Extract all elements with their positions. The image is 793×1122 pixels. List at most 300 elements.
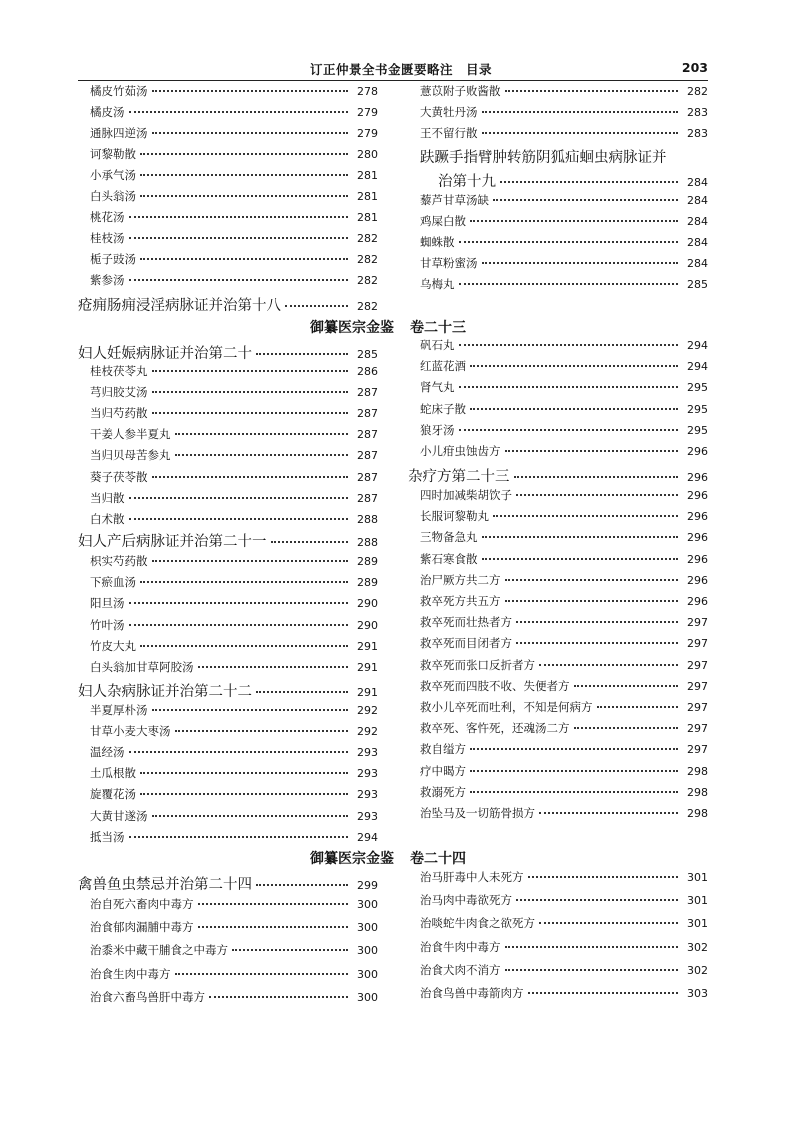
dot-leader bbox=[505, 450, 679, 452]
dot-leader bbox=[152, 476, 349, 478]
entry-page-number: 285 bbox=[687, 278, 708, 291]
toc-entry bbox=[420, 720, 708, 736]
entry-page-number: 298 bbox=[687, 764, 708, 778]
dot-leader bbox=[140, 174, 348, 176]
entry-page-number: 281 bbox=[357, 211, 378, 224]
dot-leader bbox=[459, 429, 679, 431]
dot-leader bbox=[129, 751, 349, 753]
entry-title: 治马肉中毒欲死方 bbox=[420, 893, 512, 908]
entry-title: 桂枝汤 bbox=[90, 231, 125, 245]
dot-leader bbox=[516, 621, 678, 623]
entry-page-number: 297 bbox=[687, 701, 708, 714]
entry-title: 治啖蛇牛肉食之欲死方 bbox=[420, 916, 535, 931]
entry-title: 治食牛肉中毒方 bbox=[420, 939, 501, 954]
dot-leader bbox=[152, 132, 349, 134]
dot-leader bbox=[597, 706, 679, 708]
entry-title: 温经汤 bbox=[90, 745, 125, 760]
toc-entry bbox=[420, 529, 708, 545]
dot-leader bbox=[129, 602, 349, 604]
entry-page-number: 300 bbox=[357, 967, 378, 981]
toc-entry bbox=[420, 784, 708, 800]
dot-leader bbox=[140, 258, 348, 260]
toc-entry bbox=[420, 422, 708, 438]
entry-title: 桂枝茯苓丸 bbox=[90, 364, 148, 378]
dot-leader bbox=[539, 664, 678, 666]
toc-entry bbox=[420, 593, 708, 609]
toc-entry bbox=[90, 786, 378, 802]
entry-page-number: 296 bbox=[687, 471, 708, 484]
entry-title: 疮痈肠痈浸淫病脉证并治第十八 bbox=[78, 298, 281, 314]
toc-entry bbox=[90, 469, 378, 485]
dot-leader bbox=[175, 433, 349, 435]
entry-page-number: 282 bbox=[687, 85, 708, 98]
entry-page-number: 297 bbox=[687, 722, 708, 736]
entry-title: 乌梅丸 bbox=[420, 277, 455, 291]
entry-page-number: 281 bbox=[357, 190, 378, 203]
entry-title: 肾气丸 bbox=[420, 380, 455, 395]
entry-title: 葵子茯苓散 bbox=[90, 469, 148, 484]
entry-page-number: 300 bbox=[357, 944, 378, 958]
dot-leader bbox=[140, 793, 348, 795]
toc-entry bbox=[420, 572, 708, 588]
entry-title: 大黄牡丹汤 bbox=[420, 105, 478, 119]
entry-title: 旋覆花汤 bbox=[90, 787, 136, 802]
entry-page-number: 292 bbox=[357, 704, 378, 717]
dot-leader bbox=[470, 748, 678, 750]
toc-entry bbox=[90, 744, 378, 760]
toc-entry bbox=[420, 213, 708, 229]
entry-page-number: 284 bbox=[687, 215, 708, 228]
entry-title: 四时加减柴胡饮子 bbox=[420, 488, 512, 502]
entry-page-number: 287 bbox=[357, 407, 378, 421]
dot-leader bbox=[198, 926, 349, 928]
toc-entry bbox=[90, 808, 378, 824]
toc-entry bbox=[90, 574, 378, 590]
entry-page-number: 299 bbox=[357, 879, 378, 892]
toc-entry bbox=[420, 337, 708, 353]
toc-entry bbox=[420, 192, 708, 208]
entry-page-number: 294 bbox=[357, 830, 378, 844]
toc-entry bbox=[420, 443, 708, 459]
entry-title: 救溺死方 bbox=[420, 784, 466, 799]
entry-page-number: 292 bbox=[357, 725, 378, 739]
entry-page-number: 300 bbox=[357, 921, 378, 935]
entry-title: 当归贝母苦参丸 bbox=[90, 448, 171, 463]
entry-title: 救卒死方共五方 bbox=[420, 594, 501, 608]
entry-page-number: 301 bbox=[687, 917, 708, 931]
toc-entry bbox=[420, 125, 708, 141]
entry-title: 抵当汤 bbox=[90, 829, 125, 844]
dot-leader bbox=[505, 946, 679, 948]
toc-entry bbox=[90, 447, 378, 463]
dot-leader bbox=[140, 153, 348, 155]
volume-series: 御纂医宗金鉴 bbox=[310, 320, 394, 336]
volume-number: 卷二十四 bbox=[410, 851, 466, 867]
dot-leader bbox=[129, 279, 349, 281]
dot-leader bbox=[528, 992, 679, 994]
entry-title: 治自死六畜肉中毒方 bbox=[90, 897, 194, 911]
entry-page-number: 290 bbox=[357, 597, 378, 611]
toc-entry bbox=[90, 511, 378, 527]
entry-title: 治食犬肉不消方 bbox=[420, 962, 501, 977]
entry-page-number: 294 bbox=[687, 360, 708, 374]
dot-leader bbox=[482, 558, 679, 560]
entry-page-number: 291 bbox=[357, 639, 378, 653]
entry-title: 禽兽鱼虫禁忌并治第二十四 bbox=[78, 877, 252, 893]
entry-page-number: 296 bbox=[687, 510, 708, 524]
entry-page-number: 282 bbox=[357, 300, 378, 313]
entry-page-number: 302 bbox=[687, 940, 708, 954]
entry-title: 白术散 bbox=[90, 511, 125, 526]
entry-title: 桃花汤 bbox=[90, 210, 125, 224]
entry-page-number: 282 bbox=[357, 253, 378, 266]
entry-page-number: 286 bbox=[357, 365, 378, 378]
toc-entry bbox=[420, 358, 708, 374]
dot-leader bbox=[482, 536, 679, 538]
page-number: 203 bbox=[681, 60, 708, 75]
toc-entry bbox=[420, 985, 708, 1001]
toc-entry bbox=[90, 363, 378, 379]
entry-title: 栀子豉汤 bbox=[90, 252, 136, 266]
entry-title: 三物备急丸 bbox=[420, 530, 478, 545]
toc-entry bbox=[90, 104, 378, 120]
toc-entry bbox=[420, 234, 708, 250]
entry-page-number: 293 bbox=[357, 809, 378, 823]
dot-leader bbox=[140, 581, 348, 583]
volume-number: 卷二十三 bbox=[410, 320, 466, 336]
entry-page-number: 295 bbox=[687, 381, 708, 395]
dot-leader bbox=[152, 370, 349, 372]
toc-entry bbox=[90, 230, 378, 246]
dot-leader bbox=[459, 241, 679, 243]
entry-title: 阳旦汤 bbox=[90, 596, 125, 611]
entry-page-number: 287 bbox=[357, 470, 378, 484]
entry-page-number: 282 bbox=[357, 232, 378, 245]
entry-title: 当归散 bbox=[90, 490, 125, 505]
entry-page-number: 287 bbox=[357, 386, 378, 400]
entry-title: 甘草粉蜜汤 bbox=[420, 256, 478, 270]
toc-entry bbox=[420, 83, 708, 99]
toc-entry bbox=[90, 702, 378, 718]
entry-page-number: 303 bbox=[687, 987, 708, 1000]
entry-page-number: 300 bbox=[357, 990, 378, 1004]
dot-leader bbox=[129, 216, 349, 218]
toc-entry bbox=[420, 962, 708, 978]
entry-title: 治食郁肉漏脯中毒方 bbox=[90, 920, 194, 935]
toc-entry bbox=[90, 595, 378, 611]
entry-page-number: 287 bbox=[357, 428, 378, 442]
dot-leader bbox=[505, 969, 679, 971]
entry-title: 矾石丸 bbox=[420, 338, 455, 352]
page-header bbox=[78, 58, 708, 81]
toc-entry bbox=[90, 765, 378, 781]
entry-page-number: 298 bbox=[687, 785, 708, 799]
toc-entry bbox=[90, 405, 378, 421]
entry-title: 王不留行散 bbox=[420, 126, 478, 140]
dot-leader bbox=[152, 391, 349, 393]
entry-page-number: 282 bbox=[357, 274, 378, 287]
entry-title: 治食鸟兽中毒箭肉方 bbox=[420, 986, 524, 1000]
entry-title: 治马肝毒中人未死方 bbox=[420, 870, 524, 884]
dot-leader bbox=[129, 624, 349, 626]
entry-page-number: 297 bbox=[687, 616, 708, 630]
entry-page-number: 298 bbox=[687, 807, 708, 820]
toc-entry bbox=[90, 919, 378, 935]
entry-title: 鸡屎白散 bbox=[420, 214, 466, 228]
toc-entry bbox=[90, 617, 378, 633]
toc-entry bbox=[90, 146, 378, 162]
entry-title: 救卒死而目闭者方 bbox=[420, 636, 512, 651]
toc-chapter-entry bbox=[78, 530, 378, 551]
entry-title: 当归芍药散 bbox=[90, 406, 148, 421]
dot-leader bbox=[470, 770, 678, 772]
dot-leader bbox=[129, 497, 349, 499]
dot-leader bbox=[482, 132, 679, 134]
toc-entry bbox=[90, 426, 378, 442]
dot-leader bbox=[271, 541, 349, 543]
toc-entry bbox=[420, 276, 708, 292]
toc-entry bbox=[90, 942, 378, 958]
entry-page-number: 288 bbox=[357, 512, 378, 526]
dot-leader bbox=[285, 305, 348, 307]
toc-entry bbox=[420, 869, 708, 885]
entry-page-number: 296 bbox=[687, 595, 708, 608]
dot-leader bbox=[140, 645, 348, 647]
dot-leader bbox=[129, 111, 349, 113]
entry-title: 治食生肉中毒方 bbox=[90, 966, 171, 981]
dot-leader bbox=[232, 949, 348, 951]
toc-entry bbox=[420, 939, 708, 955]
dot-leader bbox=[482, 111, 679, 113]
dot-leader bbox=[256, 353, 348, 355]
dot-leader bbox=[493, 515, 678, 517]
entry-title: 藜芦甘草汤缺 bbox=[420, 193, 489, 207]
dot-leader bbox=[140, 772, 348, 774]
entry-page-number: 288 bbox=[357, 536, 378, 549]
entry-title: 治黍米中藏干脯食之中毒方 bbox=[90, 943, 228, 958]
volume-series: 御纂医宗金鉴 bbox=[310, 851, 394, 867]
entry-title: 枳实芍药散 bbox=[90, 554, 148, 568]
entry-page-number: 293 bbox=[357, 746, 378, 760]
dot-leader bbox=[175, 730, 349, 732]
dot-leader bbox=[459, 386, 679, 388]
entry-page-number: 297 bbox=[687, 679, 708, 693]
entry-title: 救卒死而壮热者方 bbox=[420, 615, 512, 630]
entry-title: 妇人妊娠病脉证并治第二十 bbox=[78, 346, 252, 362]
dot-leader bbox=[152, 560, 349, 562]
entry-title: 下瘀血汤 bbox=[90, 575, 136, 590]
volume-heading bbox=[310, 317, 466, 337]
entry-title: 治坠马及一切筋骨损方 bbox=[420, 806, 535, 820]
dot-leader bbox=[470, 791, 678, 793]
dot-leader bbox=[516, 899, 678, 901]
entry-page-number: 284 bbox=[687, 176, 708, 189]
toc-entry bbox=[420, 379, 708, 395]
toc-entry bbox=[90, 272, 378, 288]
entry-title: 妇人杂病脉证并治第二十二 bbox=[78, 684, 252, 700]
entry-title: 白头翁加甘草阿胶汤 bbox=[90, 660, 194, 674]
dot-leader bbox=[129, 518, 349, 520]
entry-page-number: 296 bbox=[687, 552, 708, 566]
entry-title: 芎归胶艾汤 bbox=[90, 385, 148, 400]
dot-leader bbox=[516, 494, 678, 496]
entry-page-number: 281 bbox=[357, 169, 378, 182]
entry-title: 蛇床子散 bbox=[420, 401, 466, 416]
entry-page-number: 296 bbox=[687, 445, 708, 458]
entry-title: 妇人产后病脉证并治第二十一 bbox=[78, 534, 267, 550]
dot-leader bbox=[514, 476, 679, 478]
running-title: 订正仲景全书金匮要略注 目录 bbox=[310, 62, 493, 77]
entry-page-number: 297 bbox=[687, 637, 708, 651]
dot-leader bbox=[198, 903, 349, 905]
dot-leader bbox=[256, 884, 348, 886]
entry-title: 半夏厚朴汤 bbox=[90, 703, 148, 717]
toc-entry bbox=[420, 763, 708, 779]
entry-page-number: 290 bbox=[357, 618, 378, 632]
entry-page-number: 291 bbox=[357, 686, 378, 699]
entry-page-number: 279 bbox=[357, 127, 378, 140]
toc-entry bbox=[90, 723, 378, 739]
entry-page-number: 283 bbox=[687, 127, 708, 140]
entry-page-number: 293 bbox=[357, 788, 378, 802]
entry-page-number: 289 bbox=[357, 576, 378, 590]
entry-page-number: 285 bbox=[357, 348, 378, 361]
toc-entry bbox=[90, 251, 378, 267]
toc-entry bbox=[420, 892, 708, 908]
dot-leader bbox=[539, 922, 678, 924]
entry-page-number: 295 bbox=[687, 402, 708, 416]
entry-title: 治第十九 bbox=[438, 174, 496, 190]
dot-leader bbox=[574, 727, 679, 729]
entry-page-number: 297 bbox=[687, 743, 708, 757]
toc-entry bbox=[90, 83, 378, 99]
dot-leader bbox=[470, 365, 678, 367]
entry-title: 诃黎勒散 bbox=[90, 147, 136, 161]
entry-title: 治尸厥方共二方 bbox=[420, 572, 501, 587]
entry-page-number: 296 bbox=[687, 489, 708, 502]
entry-page-number: 283 bbox=[687, 106, 708, 119]
toc-entry bbox=[420, 401, 708, 417]
entry-page-number: 301 bbox=[687, 894, 708, 908]
entry-title: 通脉四逆汤 bbox=[90, 126, 148, 140]
entry-page-number: 278 bbox=[357, 85, 378, 98]
toc-chapter-entry bbox=[78, 873, 378, 894]
dot-leader bbox=[505, 600, 679, 602]
dot-leader bbox=[482, 262, 679, 264]
dot-leader bbox=[493, 199, 678, 201]
toc-entry bbox=[90, 966, 378, 982]
toc-entry bbox=[420, 805, 708, 821]
entry-title: 红蓝花酒 bbox=[420, 359, 466, 374]
dot-leader bbox=[140, 195, 348, 197]
entry-page-number: 284 bbox=[687, 257, 708, 270]
entry-title: 紫参汤 bbox=[90, 273, 125, 287]
entry-page-number: 287 bbox=[357, 491, 378, 505]
toc-entry bbox=[420, 915, 708, 931]
toc-entry bbox=[420, 678, 708, 694]
toc-entry bbox=[90, 659, 378, 675]
toc-entry bbox=[420, 741, 708, 757]
entry-page-number: 294 bbox=[687, 339, 708, 352]
toc-entry bbox=[420, 487, 708, 503]
toc-entry bbox=[90, 829, 378, 845]
entry-page-number: 302 bbox=[687, 963, 708, 977]
toc-entry bbox=[420, 635, 708, 651]
entry-page-number: 289 bbox=[357, 555, 378, 568]
entry-title: 小承气汤 bbox=[90, 168, 136, 182]
entry-title: 长服诃黎勒丸 bbox=[420, 509, 489, 524]
entry-title: 救卒死、客忤死，还魂汤二方 bbox=[420, 721, 570, 736]
dot-leader bbox=[175, 973, 349, 975]
toc-entry bbox=[90, 125, 378, 141]
entry-title: 杂疗方第二十三 bbox=[408, 469, 510, 485]
dot-leader bbox=[459, 344, 679, 346]
entry-page-number: 296 bbox=[687, 531, 708, 545]
toc-entry bbox=[90, 384, 378, 400]
toc-chapter-entry bbox=[78, 294, 378, 315]
entry-title: 橘皮竹茹汤 bbox=[90, 84, 148, 98]
entry-page-number: 293 bbox=[357, 767, 378, 781]
toc-entry bbox=[420, 614, 708, 630]
toc-chapter-entry bbox=[438, 170, 708, 191]
entry-title: 疗中暍方 bbox=[420, 763, 466, 778]
entry-title: 治食六畜鸟兽肝中毒方 bbox=[90, 989, 205, 1004]
toc-chapter-entry bbox=[78, 342, 378, 363]
dot-leader bbox=[198, 666, 349, 668]
dot-leader bbox=[152, 815, 349, 817]
entry-title: 薏苡附子败酱散 bbox=[420, 84, 501, 98]
toc-entry bbox=[90, 896, 378, 912]
dot-leader bbox=[209, 996, 348, 998]
entry-page-number: 284 bbox=[687, 194, 708, 207]
entry-page-number: 296 bbox=[687, 573, 708, 587]
entry-title: 大黄甘遂汤 bbox=[90, 808, 148, 823]
toc-chapter-entry bbox=[408, 465, 708, 486]
dot-leader bbox=[152, 90, 349, 92]
dot-leader bbox=[459, 283, 679, 285]
entry-page-number: 300 bbox=[357, 898, 378, 911]
dot-leader bbox=[256, 691, 348, 693]
entry-title: 紫石寒食散 bbox=[420, 551, 478, 566]
toc-entry bbox=[90, 167, 378, 183]
entry-title: 救卒死而张口反折者方 bbox=[420, 657, 535, 672]
toc-entry bbox=[420, 657, 708, 673]
dot-leader bbox=[152, 709, 349, 711]
entry-page-number: 297 bbox=[687, 658, 708, 672]
dot-leader bbox=[175, 454, 349, 456]
dot-leader bbox=[539, 812, 678, 814]
entry-title: 救小儿卒死而吐利，不知是何病方 bbox=[420, 700, 593, 714]
toc-entry bbox=[420, 551, 708, 567]
entry-page-number: 301 bbox=[687, 871, 708, 884]
dot-leader bbox=[500, 181, 678, 183]
toc-chapter-title-line1: 趺蹶手指臂肿转筋阴狐疝蛔虫病脉证并 bbox=[420, 150, 667, 166]
entry-title: 狼牙汤 bbox=[420, 422, 455, 437]
dot-leader bbox=[470, 408, 678, 410]
entry-title: 橘皮汤 bbox=[90, 105, 125, 119]
entry-page-number: 287 bbox=[357, 449, 378, 463]
entry-title: 竹叶汤 bbox=[90, 617, 125, 632]
toc-entry bbox=[90, 490, 378, 506]
toc-chapter-entry bbox=[78, 680, 378, 701]
entry-title: 救自缢方 bbox=[420, 742, 466, 757]
toc-entry bbox=[90, 989, 378, 1005]
entry-title: 竹皮大丸 bbox=[90, 638, 136, 653]
dot-leader bbox=[528, 876, 679, 878]
dot-leader bbox=[470, 220, 678, 222]
entry-title: 干姜人参半夏丸 bbox=[90, 427, 171, 442]
entry-page-number: 295 bbox=[687, 423, 708, 437]
